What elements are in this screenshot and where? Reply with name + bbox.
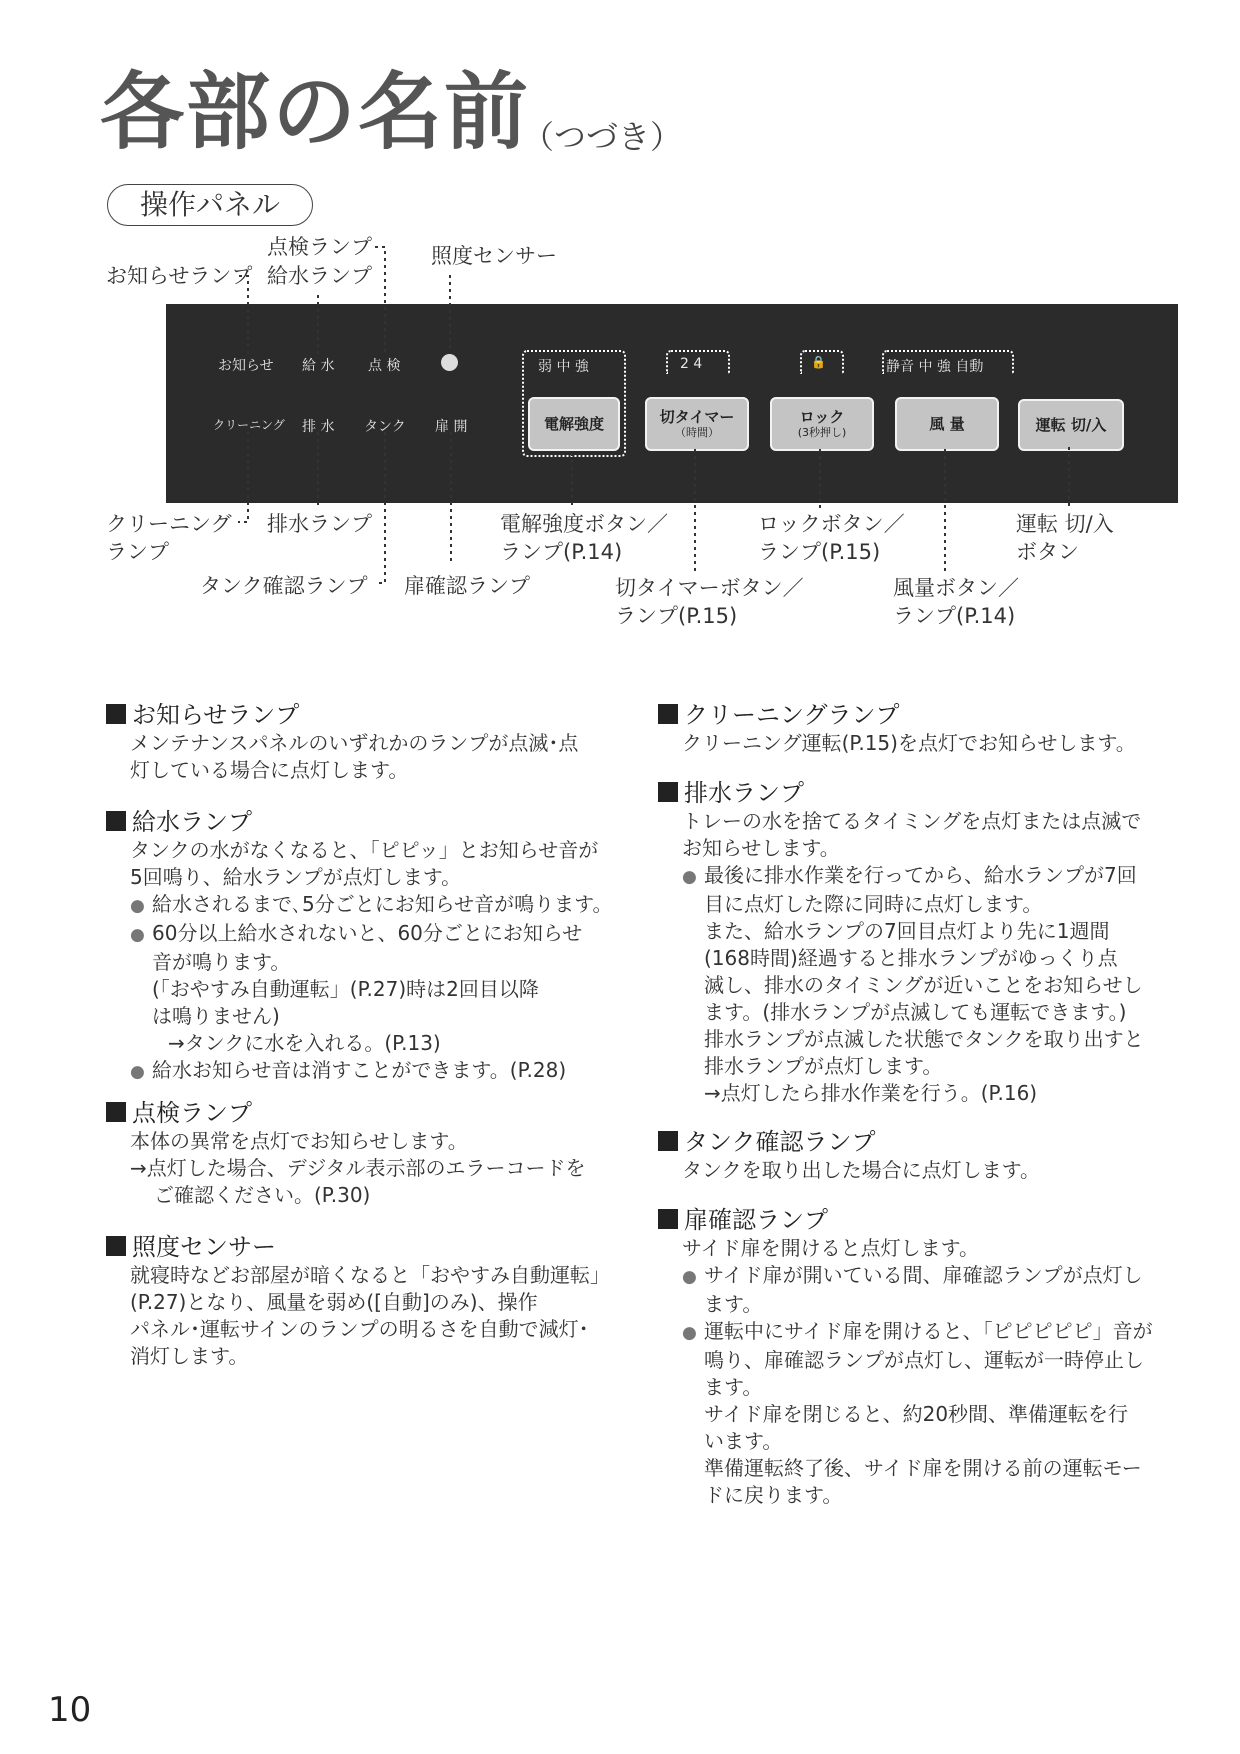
body-tobira	[658, 1235, 1153, 1509]
kyusui-bullet-cont: (「おやすみ自動運転」(P.27)時は2回目以降	[152, 977, 539, 1001]
leader-tank	[375, 432, 385, 583]
callout-tobira-lamp: 扉確認ランプ	[404, 574, 530, 598]
tobira-bullet-cont: ます。	[704, 1292, 763, 1316]
callout-denkai-line2: ランプ(P.14)	[500, 540, 623, 564]
callout-oshirase-lamp: お知らせランプ	[106, 264, 253, 288]
haisui-bullet: ● 最後に排水作業を行ってから、給水ランプが7回	[682, 862, 1144, 891]
kyusui-bullet: ● 給水されるまで､5分ごとにお知らせ音が鳴ります。	[130, 891, 613, 920]
heading-square-icon	[106, 811, 126, 831]
heading-shodo	[106, 1232, 610, 1262]
callout-furyo-line1: 風量ボタン／	[893, 576, 1019, 600]
unten-button-label: 運転 切/入	[1035, 416, 1107, 434]
tenken-line: 本体の異常を点灯でお知らせします。	[130, 1129, 468, 1153]
callout-unten-line1: 運転 切/入	[1016, 512, 1114, 536]
callout-furyo-line2: ランプ(P.14)	[893, 604, 1016, 628]
heading-cleaning-text: クリーニングランプ	[684, 701, 900, 729]
tank-line: タンクを取り出した場合に点灯します。	[682, 1158, 1040, 1182]
panel-label-haisui: 排 水	[302, 419, 335, 435]
section-shodo	[106, 1232, 610, 1370]
kyusui-bullet-cont: は鳴りません)	[152, 1004, 280, 1028]
body-kyusui	[106, 837, 613, 1086]
panel-label-cleaning: クリーニング	[213, 418, 285, 432]
tenken-line: →点灯した場合、デジタル表示部のエラーコードを	[130, 1156, 586, 1180]
callout-unten-line2: ボタン	[1016, 540, 1079, 564]
haisui-bullet-cont: また、給水ランプの7回目点灯より先に1週間	[704, 919, 1110, 943]
callout-denkai-button	[500, 510, 668, 566]
tobira-line: サイド扉を開けると点灯します。	[682, 1236, 979, 1260]
panel-label-tenken: 点 検	[368, 358, 401, 374]
callout-tenken-lamp: 点検ランプ	[267, 235, 372, 259]
heading-tenken	[106, 1098, 586, 1128]
callout-unten-button	[1016, 510, 1114, 566]
kyusui-bullet-cont: 音が鳴ります。	[152, 950, 291, 974]
furyo-level-labels: 静音 中 強 自動	[886, 359, 984, 375]
panel-label-kyusui: 給 水	[302, 358, 335, 374]
oshirase-line: 灯している場合に点灯します。	[130, 758, 409, 782]
kyusui-bullet: ● 給水お知らせ音は消すことができます。(P.28)	[130, 1057, 613, 1086]
heading-tank-text: タンク確認ランプ	[684, 1128, 876, 1156]
denkai-button-label: 電解強度	[543, 415, 604, 433]
haisui-bullet-cont: 滅し、排水のタイミングが近いことをお知らせし	[704, 973, 1143, 997]
haisui-bullet-cont: 目に点灯した際に同時に点灯します。	[704, 892, 1043, 916]
kiri-timer-button-label: 切タイマー	[659, 408, 735, 427]
callout-cleaning-lamp	[106, 510, 232, 566]
haisui-bullet-cont: 排水ランプが点灯します。	[704, 1054, 943, 1078]
callout-kiri-timer-button	[615, 574, 804, 630]
page-title: 各部の名前	[100, 63, 531, 161]
lock-icon: 🔒	[811, 355, 826, 369]
shodo-line: 消灯します。	[130, 1344, 249, 1368]
tobira-bullet: ● 運転中にサイド扉を開けると、「ピピピピピ」音が	[682, 1318, 1153, 1347]
haisui-bullet-cont: →点灯したら排水作業を行う。(P.16)	[704, 1081, 1038, 1105]
haisui-bullet-cont: 排水ランプが点滅した状態でタンクを取り出すと	[704, 1027, 1144, 1051]
shodo-line: (P.27)となり、風量を弱め([自動]のみ)、操作	[130, 1290, 538, 1314]
heading-haisui-text: 排水ランプ	[684, 779, 804, 807]
heading-square-icon	[658, 782, 678, 802]
heading-oshirase	[106, 700, 578, 730]
leader-tenken	[375, 247, 385, 354]
tobira-bullet-cont: ドに戻ります。	[704, 1483, 843, 1507]
kyusui-bullet: ● 60分以上給水されないと、60分ごとにお知らせ	[130, 920, 613, 949]
panel-label-tank: タンク	[364, 419, 406, 435]
leader-oshirase	[239, 276, 248, 354]
kyusui-line: タンクの水がなくなると、「ピピッ」とお知らせ音が	[130, 838, 599, 862]
section-tank	[658, 1127, 1040, 1184]
heading-kyusui	[106, 807, 613, 837]
callout-kiri-line1: 切タイマーボタン／	[615, 576, 804, 600]
tobira-bullet-cont: サイド扉を閉じると、約20秒間、準備運転を行	[704, 1402, 1129, 1426]
heading-square-icon	[658, 704, 678, 724]
section-cleaning	[658, 700, 1136, 757]
heading-tobira-text: 扉確認ランプ	[684, 1206, 828, 1234]
callout-kiri-line2: ランプ(P.15)	[615, 604, 738, 628]
callout-tank-lamp: タンク確認ランプ	[200, 574, 368, 598]
heading-square-icon	[106, 1102, 126, 1122]
haisui-bullet-cont: (168時間)経過すると排水ランプがゆっくり点	[704, 946, 1118, 970]
furyo-button-label: 風 量	[929, 415, 965, 433]
callout-kyusui-lamp: 給水ランプ	[267, 264, 372, 288]
callout-lock-line2: ランプ(P.15)	[758, 540, 881, 564]
tobira-bullet-cont: 準備運転終了後、サイド扉を開ける前の運転モー	[704, 1456, 1142, 1480]
oshirase-line: メンテナンスパネルのいずれかのランプが点滅･点	[130, 731, 579, 755]
tobira-bullet: ● サイド扉が開いている間、扉確認ランプが点灯し	[682, 1262, 1153, 1291]
tobira-bullet-cont: います。	[704, 1429, 783, 1453]
heading-tenken-text: 点検ランプ	[132, 1099, 252, 1127]
heading-square-icon	[106, 1236, 126, 1256]
heading-square-icon	[658, 1209, 678, 1229]
callout-cleaning-line2: ランプ	[106, 540, 169, 564]
lock-button-sublabel: (3秒押し)	[797, 426, 847, 440]
section-kyusui	[106, 807, 613, 1086]
body-cleaning	[658, 730, 1136, 757]
page-number: 10	[48, 1690, 92, 1730]
heading-kyusui-text: 給水ランプ	[132, 808, 252, 836]
body-tenken	[106, 1128, 586, 1209]
heading-haisui	[658, 778, 1144, 808]
kiri-timer-button-sublabel: （時間）	[675, 426, 719, 440]
page-subtitle: （つづき）	[522, 118, 683, 156]
heading-shodo-text: 照度センサー	[132, 1233, 276, 1261]
leader-cleaning	[238, 432, 248, 522]
shodo-line: パネル･運転サインのランプの明るさを自動で減灯･	[130, 1317, 589, 1341]
heading-square-icon	[106, 704, 126, 724]
lock-button-label: ロック	[799, 408, 845, 427]
haisui-line: トレーの水を捨てるタイミングを点灯または点滅で	[682, 809, 1142, 833]
heading-cleaning	[658, 700, 1136, 730]
panel-label-oshirase: お知らせ	[218, 358, 274, 374]
cleaning-line: クリーニング運転(P.15)を点灯でお知らせします。	[682, 731, 1136, 755]
body-tank	[658, 1157, 1040, 1184]
haisui-line: お知らせします。	[682, 836, 840, 860]
panel-label-tobira: 扉 開	[435, 419, 468, 435]
kyusui-line: 5回鳴り、給水ランプが点灯します。	[130, 865, 462, 889]
heading-tank	[658, 1127, 1040, 1157]
shodo-line: 就寝時などお部屋が暗くなると「おやすみ自動運転」	[130, 1263, 610, 1287]
denkai-level-labels: 弱 中 強	[538, 359, 589, 375]
callout-lock-line1: ロックボタン／	[758, 512, 905, 536]
section-oshirase	[106, 700, 578, 784]
body-oshirase	[106, 730, 578, 784]
kyusui-bullet-cont: →タンクに水を入れる。(P.13)	[168, 1031, 441, 1055]
callout-furyo-button	[893, 574, 1019, 630]
body-haisui	[658, 808, 1144, 1107]
body-shodo	[106, 1262, 610, 1370]
tobira-bullet-cont: 鳴り、扉確認ランプが点灯し、運転が一時停止し	[704, 1348, 1144, 1372]
section-haisui	[658, 778, 1144, 1107]
tobira-bullet-cont: ます。	[704, 1375, 763, 1399]
callout-shodo-sensor: 照度センサー	[431, 244, 557, 268]
heading-square-icon	[658, 1131, 678, 1151]
section-tobira	[658, 1205, 1153, 1509]
section-label-pill: 操作パネル	[107, 184, 313, 226]
heading-oshirase-text: お知らせランプ	[132, 701, 300, 729]
callout-denkai-line1: 電解強度ボタン／	[500, 512, 668, 536]
callout-cleaning-line1: クリーニング	[106, 512, 232, 536]
timer-level-labels: 2 4	[680, 356, 703, 372]
heading-tobira	[658, 1205, 1153, 1235]
haisui-bullet-cont: ます。(排水ランプが点滅しても運転できます。)	[704, 1000, 1127, 1024]
section-tenken	[106, 1098, 586, 1209]
callout-lock-button	[758, 510, 905, 566]
callout-haisui-lamp: 排水ランプ	[267, 512, 372, 536]
tenken-line: ご確認ください。(P.30)	[154, 1183, 371, 1207]
